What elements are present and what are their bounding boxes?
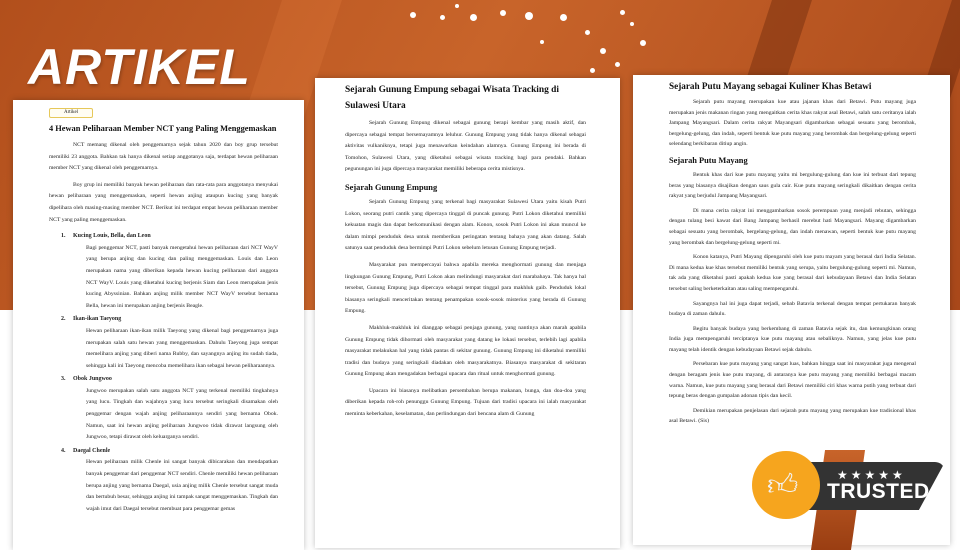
list-item-text: Bagi penggemar NCT, pasti banyak mengetahui hewan peliharaan dari NCT WayV yang berupa anjing dan kucing dan paling menggemaskan. Louis dan Leon merupakan nama yang diberikan kepada hewan kucing peliharaan dari anggota NCT WayV. Louis yang diketahui kucing berjenis Siam dan Leon merupakan jenis kucing Abyssinian. Bahkan anjing milik member NCT WayV tersebut bernama Bella, hewan ini merupakan anjing berjenis Beagle. (86, 244, 278, 309)
intro-paragraph: Sejarah Gunung Empung dikenal sebagai gunung berapi kembar yang masih aktif, dan dipercaya sebagai tempat bersemayamnya leluhur. Gunung Empung yang tidak hanya dikenal sebagai aktivitas vulkaniknya, tetapi juga menawarkan keindahan alamnya. Gunung Empung ini berada di Tomohon, Sulawesi Utara, yang diketahui sebagai wisata tracking bagi para pendaki. Bahkan pegunungan ini juga dipercaya masyarakat memiliki beberapa cerita mistisnya. (345, 120, 586, 173)
list-item-title: Obok Jungwoo (73, 376, 112, 383)
list-item (61, 446, 278, 516)
decorative-dot (455, 4, 459, 8)
list-number: 2. (61, 316, 66, 323)
list-item-heading (61, 314, 278, 326)
section-heading: Sejarah Putu Mayang (669, 155, 748, 165)
list-number: 4. (61, 447, 66, 454)
paragraph: Demikian merupakan penjelasan dari sejarah putu mayang yang merupakan kue tradisional khas asal Betawi. (Sis) (669, 407, 916, 425)
decorative-dot (600, 48, 606, 54)
list-number: 3. (61, 376, 66, 383)
trusted-badge (755, 452, 945, 522)
article-title: 4 Hewan Peliharaan Member NCT yang Paling Menggemaskan (49, 124, 277, 133)
paragraph: Di mana cerita rakyat ini menggambarkan sosok perempuan yang menjadi rebutan, sehingga dengan tulang besi kawat dari Bang Jampang berhasil merebut hati Mayangsari. Mayang digambarkan sebagai sesuatu yang berombak, bergelang-gelung, dan indah menawan, seperti bentuk kue putu mayang yang berombak dan bergelung-gelung seperti mi. (669, 207, 916, 246)
list-item (61, 374, 278, 444)
paragraph: Konon katanya, Putri Mayang dipengaruhi oleh kue putu mayam yang berasal dari India Selatan. Di mana kedua kue khas tersebut memiliki bentuk yang serupa, yaitu bergulung-gulung seperti mi. Namun, tak ada yang diketahui pasti apakah kedua kue yang berasal dari kebudayaan Betawi dan India Selatan tersebut saling berketerkaitan atau saling mempengaruhi. (669, 254, 916, 292)
thumbs-up-icon: 👍︎ (767, 468, 799, 503)
decorative-dot (500, 10, 506, 16)
seal-icon (755, 454, 817, 516)
section-heading: Sejarah Gunung Empung (345, 182, 438, 192)
article-badge: Artikel (49, 108, 93, 118)
paragraph: NCT memang dikenal oleh penggemarnya sejak tahun 2020 dan boy grup tersebut memiliki 23 anggota. Bahkan tak hanya dikenal setiap anggotanya saja, terdapat hewan peliharaan member NCT yang dikenal oleh penggemarnya. (49, 142, 278, 172)
trusted-label: TRUSTED (827, 480, 930, 503)
list-item-heading (61, 374, 278, 386)
paragraph: Begitu banyak budaya yang berkembang di zaman Batavia sejak itu, dan kemungkinan orang India juga mempengaruhi terciptanya kue putu mayang atau sebaliknya. Namun, yang jelas kue putu mayang telah identik dengan kebudayaan Betawi sejak dahulu. (669, 325, 916, 353)
decorative-dot (615, 62, 620, 67)
list-item (61, 231, 278, 312)
decorative-dot (525, 12, 533, 20)
article-nct (13, 100, 304, 550)
decorative-dot (590, 68, 595, 73)
decorative-dot (630, 22, 634, 26)
list-item-text: Jungwoo merupakan salah satu anggota NCT yang terkenal memiliki tingkahnya yang lucu. Tingkah dan wajahnya yang lucu tersebut seringkali disamakan oleh penggemar dengan wajah anjing peliharaannya sendiri yang bernama Obok. Namun, saat ini hewan anjing peliharaan Jungwoo tidak dirawat langsung oleh Jungwoo, tetapi dirawat oleh keluarganya sendiri. (86, 387, 278, 441)
list-item-text: Hewan peliharaan milik Chenle ini sangat banyak dibicarakan dan mendapatkan banyak penggemar dari penggemar NCT sendiri. Chenle memiliki hewan peliharaan berupa anjing yang bernama Daegal, usia anjing milik Chenle tersebut sangat muda dan bertubuh besar, sehingga anjing ini tampak sangat menggemaskan. Tingkah dan wajah imut dari Daegal tersebut membuat para penggemar gemas (86, 459, 278, 512)
decorative-dot (540, 40, 544, 44)
decorative-dot (620, 10, 625, 15)
paragraph: Sejarah Gunung Empung yang terkenal bagi masyarakat Sulawesi Utara yaitu kisah Putri Lokon, seorang putri cantik yang dipercaya tinggal di puncak gunung. Putri Lokon diketahui memiliki kekuatan magis dan dapat berkomunikasi dengan alam. Konon, sosok Putri Lokon ini akan muncul ke dalam mimpi penduduk desa untuk memberikan peringatan tentang bahaya yang akan datang. Salah satunya saat penduduk desa bermimpi Putri Lokon sebelum letusan Gunung Empung terjadi. (345, 198, 586, 252)
paragraph: Masyarakat pun mempercayai bahwa apabila mereka menghormati gunung dan menjaga lingkungan Gunung Empung, Putri Lokon akan melindungi masyarakat dari marabahaya. Tak hanya hal tersebut, Gunung Empung juga dipercaya sebagai tempat tinggal para makhluk gaib. Penduduk lokal biasanya seringkali menceritakan tentang penampakan sosok-sosok misterius yang berada di Gunung Empung. (345, 261, 586, 315)
decorative-dot (470, 14, 477, 21)
intro-paragraph: Sejarah putu mayang merupakan kue atau jajanan khas dari Betawi. Putu mayang juga merupakan jenis makanan ringan yang mengaitkan cerita khas rakyat asal Betawi, salah satu ceritanya ialah Jampang Mayangsari. Dalam cerita rakyat Mayangsari digambarkan sebagai sesuatu yang berombak, bergelung-gelung, dan indah, seperti bentuk kue putu mayang yang berombak dan bergelung-gelung seperti selendang berkibaran ditiup angin. (669, 99, 916, 148)
article-title: Sejarah Putu Mayang sebagai Kuliner Khas Betawi (669, 81, 872, 91)
paragraph: Boy grup ini memiliki banyak hewan peliharaan dan rata-rata para anggotanya menyukai hewan peliharaan yang menggemaskan, seperti hewan anjing ataupun kucing yang banyak dipelihara oleh masing-masing member NCT. Berikut ini terdapat empat hewan peliharaan member NCT yang paling menggemaskan. (49, 181, 278, 223)
paragraph: Upacara ini biasanya melibatkan persembahan berupa makanan, bunga, dan doa-doa yang diberikan kepada roh-roh penunggu Gunung Empung. Tujuan dari tradisi upacara ini ialah masyarakat meminta keberkahan, keselamatan, dan perlindungan dari bencana alam di Gunung (345, 387, 586, 418)
decorative-dot (440, 15, 445, 20)
list-item (61, 314, 278, 372)
paragraph: Bentuk khas dari kue putu mayang yaitu mi bergulung-gulung dan kue ini terbuat dari tepung beras yang biasanya disajikan dengan saus gula cair. Kue putu mayang seringkali dikaitkan dengan cerita rakyat yang berjudul Jampang Mayangsari. (669, 171, 916, 200)
paragraph: Sayangnya hal ini juga dapat terjadi, sebab Batavia terkenal dengan tempat pertukaran banyak budaya di zaman dahulu. (669, 300, 916, 318)
list-item-text: Hewan peliharaan ikan-ikan milik Taeyong yang dikenal bagi penggemarnya juga merupakan salah satu hewan yang menggemaskan. Dahulu Taeyong juga sempat memelihara anjing yang diberi nama Rubby, dan sayangnya anjing itu sudah tiada, sehingga kali ini Taeyong mencoba memelihara ikan sebagai hewan peliharaannya. (86, 327, 278, 369)
five-stars-icon: ★★★★★ (837, 468, 906, 482)
page-title: ARTIKEL (28, 39, 251, 95)
decorative-dot (640, 40, 646, 46)
decorative-dot (560, 14, 567, 21)
list-item-title: Kucing Louis, Bella, dan Leon (73, 233, 151, 240)
paragraph: Makhluk-makhluk ini dianggap sebagai penjaga gunung, yang nantinya akan marah apabila Gunung Empung tidak dihormati oleh masyarakat yang datang ke lokasi tersebut, terlebih lagi apabila masyarakat melakukan hal yang tidak pantas di sekitar gunung. Gunung Empung ini diketahui memiliki tradisi dan budaya yang seringkali diadakan oleh masyarakatnya. Biasanya masyarakat di sekitaran Gunung Empung akan mengadakan berbagai upacara dan ritual untuk menghormati gunung. (345, 324, 586, 378)
article-title: Sejarah Gunung Empung sebagai Wisata Tracking di Sulawesi Utara (345, 85, 559, 111)
decorative-dot (410, 12, 416, 18)
list-item-title: Daegal Chenle (73, 447, 111, 454)
decorative-dot (585, 30, 590, 35)
list-number: 1. (61, 233, 66, 240)
list-item-title: Ikan-ikan Taeyong (73, 316, 122, 323)
paragraph: Persebaran kue putu mayang yang sangat luas, bahkan hingga saat ini masyarakat juga mengenal dengan beragam jenis kue putu mayang, di antaranya kue putu mayang yang memiliki berbagai macam warna. Namun, kue putu mayang yang berasal dari Betawi memiliki ciri khas warna putih yang terbuat dari tepung beras dengan gumpalan adonan tipis dan kecil. (669, 361, 916, 400)
article-gunung-empung (315, 78, 620, 548)
list-item-heading (61, 231, 278, 243)
list-item-heading (61, 446, 278, 458)
